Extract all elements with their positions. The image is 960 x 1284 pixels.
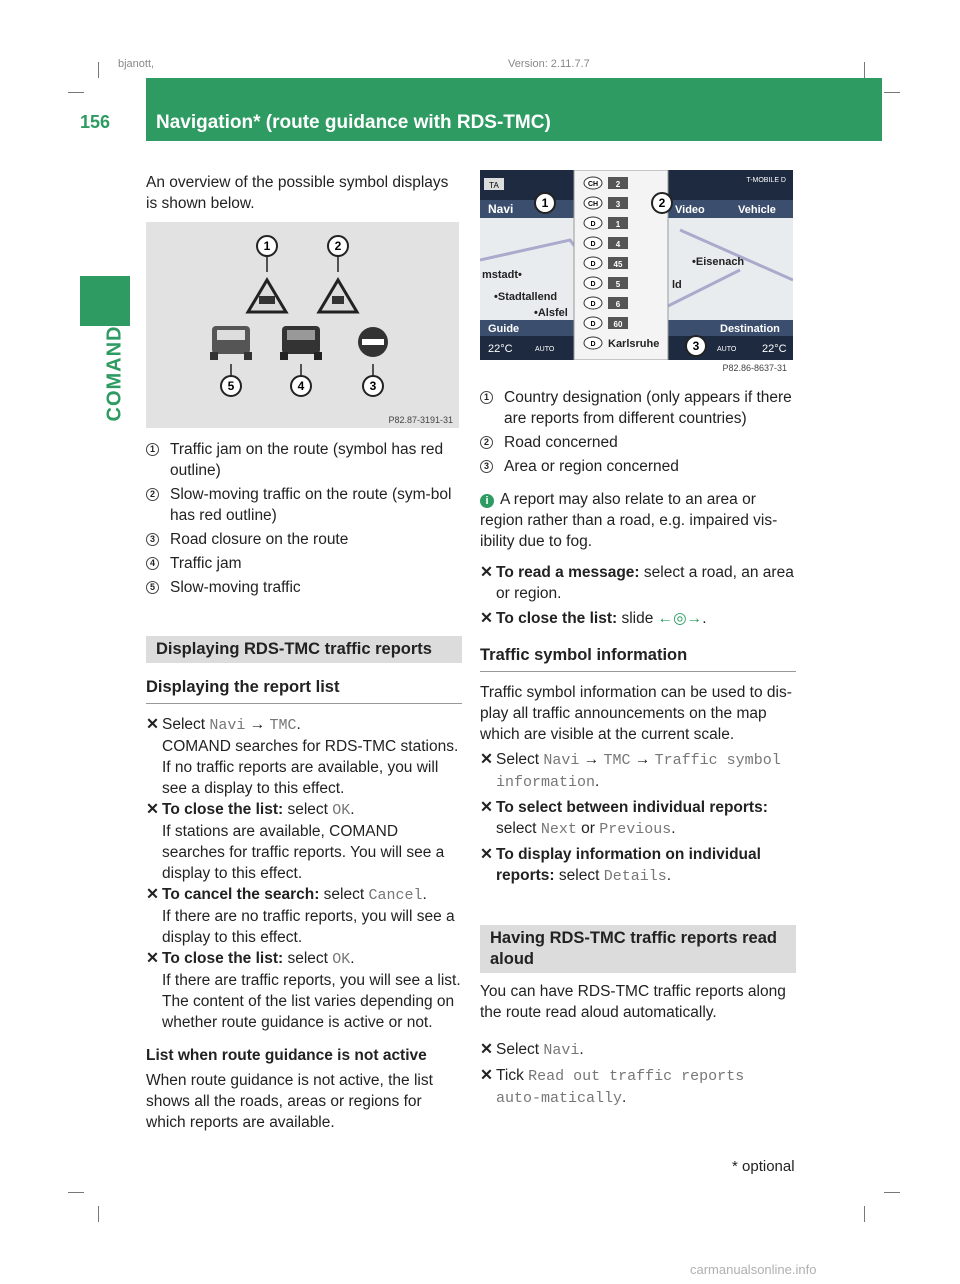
step-marker-icon: ✕ (146, 950, 159, 967)
menu-item-cancel: Cancel (368, 887, 423, 904)
caption-text: Traffic jam on the route (symbol has red outline) (170, 441, 444, 479)
country-badge-label: D (590, 221, 596, 228)
step-description: If there are traffic reports, you will see a list. The content of the list varies depending on whether route guidance is active or not. (162, 972, 461, 1031)
figure-reference: P82.86-8637-31 (722, 363, 787, 373)
caption-number: 2 (480, 436, 493, 449)
step-text: or (576, 820, 600, 837)
menu-item-navi: Navi (543, 752, 580, 769)
step-marker-icon: ✕ (480, 564, 493, 581)
vehicle-tab: Vehicle (738, 204, 776, 216)
step-read-message (480, 562, 796, 604)
country-badge-label: D (590, 321, 596, 328)
step-select-traffic-symbol (480, 749, 796, 793)
left-column (146, 172, 462, 214)
step-label: To close the list: (162, 950, 284, 967)
step-display-info (480, 844, 796, 887)
slow-traffic-icon (210, 326, 252, 360)
punct: . (579, 1041, 584, 1058)
temp-left: 22°C (488, 343, 513, 355)
network-label: T-MOBILE D (746, 177, 786, 184)
road-label: 60 (613, 320, 623, 329)
country-badge-label: CH (587, 201, 599, 208)
road-label: 3 (615, 200, 621, 209)
road-label: 5 (615, 280, 621, 289)
road-label: 6 (615, 300, 621, 309)
punct: . (622, 1089, 627, 1106)
crop-mark (98, 1206, 99, 1222)
side-tab-marker (80, 276, 130, 326)
caption-text: Slow-moving traffic (170, 579, 301, 596)
menu-item-next: Next (540, 821, 577, 838)
menu-item-navi: Navi (209, 717, 246, 734)
crop-mark (68, 92, 84, 93)
punct: . (296, 716, 301, 733)
traffic-symbol-body: Traffic symbol information can be used to dis-play all traffic announcements on the map which are visible at the current scale. (480, 684, 792, 743)
road-label: 4 (615, 240, 621, 249)
side-tab-label: COMAND (103, 325, 126, 422)
header-bar (146, 78, 882, 141)
caption-number: 2 (146, 488, 159, 501)
caption-number: 3 (480, 460, 493, 473)
tmc-list-row (584, 337, 659, 350)
callout-5-label: 5 (227, 379, 235, 393)
step-description: If there are no traffic reports, you will see a display to this effect. (162, 908, 455, 946)
caption-text: Area or region concerned (504, 458, 679, 475)
road-label: 45 (613, 260, 623, 269)
caption-text: Road closure on the route (170, 531, 349, 548)
video-tab: Video (675, 204, 705, 216)
callout-1-label: 1 (263, 239, 271, 253)
menu-item-read-out: Read out traffic reports auto-matically (496, 1068, 745, 1107)
arrow: → (630, 751, 655, 768)
step-label: To cancel the search: (162, 886, 320, 903)
step-marker-icon: ✕ (480, 846, 493, 863)
road-label: 1 (615, 220, 621, 229)
crop-mark (68, 1192, 84, 1193)
step-marker-icon: ✕ (480, 751, 493, 768)
right-column (480, 384, 796, 1109)
map-place: ld (672, 279, 682, 291)
caption-number: 5 (146, 581, 159, 594)
menu-item-previous: Previous (599, 821, 672, 838)
road-label: 2 (615, 180, 621, 189)
punct: . (422, 886, 427, 903)
step-marker-icon: ✕ (480, 610, 493, 627)
step-text: select (283, 950, 333, 967)
map-place: mstadt• (482, 269, 522, 281)
tmc-list-screen-figure (480, 170, 793, 376)
arrow: → (579, 751, 604, 768)
meta-left: bjanott, (118, 58, 155, 70)
country-badge-label: D (590, 341, 596, 348)
road-label: Karlsruhe (608, 338, 660, 350)
menu-item-tmc: TMC (269, 717, 297, 734)
caption-3 (146, 529, 462, 550)
punct: . (671, 820, 676, 837)
step-label: To select between individual reports: (496, 799, 768, 816)
map-place: •Alsfel (534, 307, 568, 319)
caption-number: 1 (146, 443, 159, 456)
caption-2 (480, 432, 796, 453)
traffic-symbols-svg (146, 222, 459, 428)
step-close-list (480, 608, 796, 629)
map-place: •Eisenach (692, 256, 745, 268)
step-description: COMAND searches for RDS-TMC stations. If no traffic reports are available, you will see a display to this effect. (162, 738, 459, 797)
ta-label: TA (489, 181, 499, 190)
menu-item-traffic-symbol: Traffic symbol information (496, 752, 781, 791)
step-label: To display information on individual reports: (496, 846, 761, 884)
traffic-jam-icon (280, 326, 322, 360)
info-note-text: A report may also relate to an area or region rather than a road, e.g. impaired vis-ibility due to fog. (480, 491, 778, 550)
side-tab (102, 325, 128, 422)
arrow: → (245, 716, 270, 733)
caption-text: Country designation (only appears if there are reports from different countries) (504, 389, 792, 427)
step-text: Tick (496, 1067, 529, 1084)
country-badge-label: D (590, 281, 596, 288)
caption-text: Traffic jam (170, 555, 242, 572)
tmc-screen-svg (480, 170, 793, 376)
step-label: To read a message: (496, 564, 640, 581)
crop-mark (884, 1192, 900, 1193)
country-badge-label: D (590, 261, 596, 268)
step-marker-icon: ✕ (146, 801, 159, 818)
step-select-reports (480, 797, 796, 840)
caption-5 (146, 577, 462, 598)
caption-number: 1 (480, 391, 493, 404)
country-badge-label: D (590, 301, 596, 308)
step-text: select a road, an area or region. (496, 564, 794, 602)
temp-right: 22°C (762, 343, 787, 355)
punct: . (666, 867, 672, 884)
punct: . (702, 610, 707, 627)
road-closure-icon (358, 327, 388, 357)
read-aloud-body: You can have RDS-TMC traffic reports along the route read aloud automatically. (480, 983, 786, 1021)
callout-3-label: 3 (369, 379, 377, 393)
intro-text: An overview of the possible symbol displays is shown below. (146, 174, 449, 212)
crop-mark (864, 1206, 865, 1222)
page-number: 156 (80, 112, 111, 132)
callout-2-label: 2 (658, 196, 666, 210)
caption-text: Road concerned (504, 434, 618, 451)
watermark: carmanualsonline.info (690, 1262, 817, 1277)
section-heading: Displaying RDS-TMC traffic reports (146, 636, 462, 663)
step-marker-icon: ✕ (146, 886, 159, 903)
destination-button: Destination (720, 323, 780, 335)
traffic-symbol-heading: Traffic symbol information (480, 645, 796, 672)
caption-2 (146, 484, 462, 526)
punct: . (350, 801, 355, 818)
callout-1-label: 1 (541, 196, 549, 210)
punct: . (350, 950, 355, 967)
step-close-list-1 (146, 799, 462, 884)
guide-button: Guide (488, 323, 520, 335)
page-title: Navigation* (route guidance with RDS-TMC) (156, 112, 551, 133)
crop-mark (864, 62, 865, 78)
step-marker-icon: ✕ (480, 1041, 493, 1058)
step-text: select (496, 820, 541, 837)
callout-4-label: 4 (297, 379, 305, 393)
figure-reference: P82.87-3191-31 (388, 415, 453, 425)
caption-number: 3 (146, 533, 159, 546)
map-place: •Stadtallend (494, 291, 558, 303)
caption-1 (480, 387, 796, 429)
step-cancel-search (146, 884, 462, 948)
info-note (480, 489, 796, 552)
list-heading: List when route guidance is not active (146, 1047, 427, 1064)
traffic-symbols-figure (146, 222, 459, 428)
crop-mark (98, 62, 99, 78)
step-tick-read-out (480, 1065, 796, 1109)
step-select-navi (146, 714, 462, 799)
country-badge-label: D (590, 241, 596, 248)
sub-heading: Displaying the report list (146, 677, 462, 704)
step-text: Select (496, 1041, 544, 1058)
navi-tab: Navi (488, 202, 514, 216)
menu-item-ok: OK (332, 951, 351, 968)
menu-item-navi: Navi (543, 1042, 580, 1059)
info-icon: i (480, 494, 494, 508)
step-close-list-2 (146, 948, 462, 1033)
menu-item-details: Details (603, 868, 667, 885)
step-description: If stations are available, COMAND searches for traffic reports. You will see a display to this effect. (162, 823, 445, 882)
country-badge-label: CH (587, 181, 599, 188)
caption-number: 4 (146, 557, 159, 570)
step-text: slide (617, 610, 658, 627)
caption-3 (480, 456, 796, 477)
punct: . (595, 773, 600, 790)
read-aloud-heading: Having RDS-TMC traffic reports read aloud (480, 925, 796, 973)
auto-left: AUTO (535, 346, 555, 353)
step-text: select (283, 801, 333, 818)
left-column-body (146, 436, 462, 1133)
crop-mark (884, 92, 900, 93)
caption-4 (146, 553, 462, 574)
controller-slide-icon: ←◎→ (657, 610, 703, 627)
callout-2-label: 2 (334, 239, 342, 253)
menu-item-ok: OK (332, 802, 351, 819)
caption-text: Slow-moving traffic on the route (sym-bol has red outline) (170, 486, 452, 524)
step-label: To close the list: (162, 801, 284, 818)
caption-1 (146, 439, 462, 481)
step-label: To close the list: (496, 610, 618, 627)
step-marker-icon: ✕ (146, 716, 159, 733)
step-marker-icon: ✕ (480, 1067, 493, 1084)
step-text: Select (162, 716, 210, 733)
step-text: Select (496, 751, 544, 768)
optional-footnote: * optional (732, 1158, 795, 1175)
menu-item-tmc: TMC (603, 752, 631, 769)
list-body: When route guidance is not active, the list shows all the roads, areas or regions for which reports are available. (146, 1072, 433, 1131)
step-text: select (554, 867, 604, 884)
callout-3-label: 3 (692, 339, 700, 353)
step-select-navi-2 (480, 1039, 796, 1061)
step-text: select (319, 886, 369, 903)
step-marker-icon: ✕ (480, 799, 493, 816)
auto-right: AUTO (717, 346, 737, 353)
meta-right: Version: 2.11.7.7 (508, 58, 590, 70)
